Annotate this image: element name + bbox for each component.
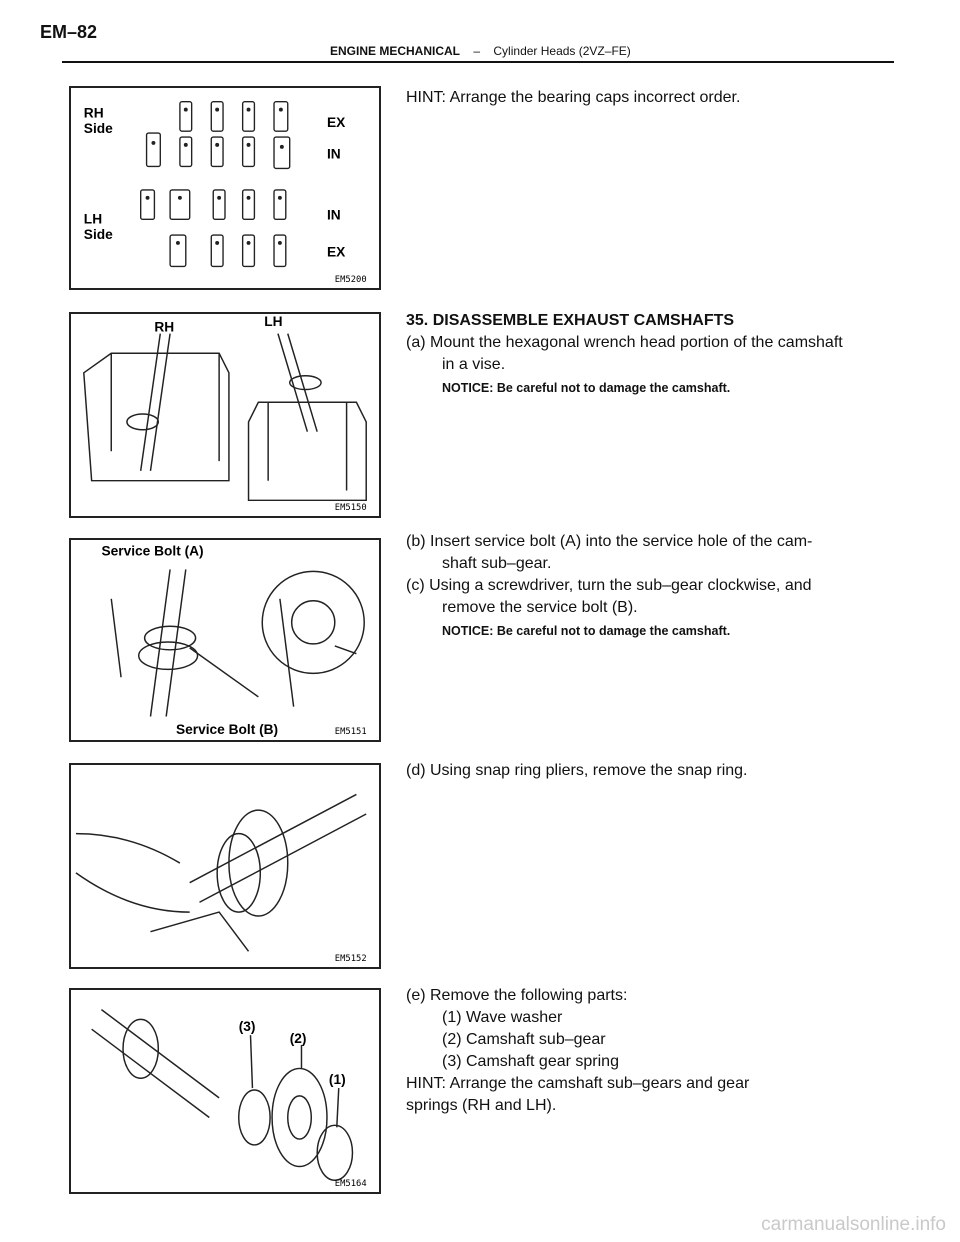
step-b-line1: (b) Insert service bolt (A) into the service hole of the cam- — [406, 533, 813, 550]
step-e-line1: (e) Remove the following parts: — [406, 987, 628, 1004]
snap-ring-illustration — [71, 765, 379, 967]
label-in-bottom: IN — [326, 207, 341, 223]
hint-line1: HINT: Arrange the camshaft sub–gears and gear — [406, 1075, 750, 1092]
label-rh: RH — [154, 319, 175, 335]
running-header — [330, 44, 631, 58]
part-item-3: (3) Camshaft gear spring — [442, 1053, 619, 1070]
label-service-bolt-b: Service Bolt (B) — [175, 722, 279, 738]
step-c-line1: (c) Using a screwdriver, turn the sub–gear clockwise, and — [406, 577, 812, 594]
step-d-line1: (d) Using snap ring pliers, remove the snap ring. — [406, 762, 748, 779]
parts-illustration — [71, 990, 379, 1192]
label-ex-bottom: EX — [326, 244, 346, 260]
figure-bearing-caps — [69, 86, 381, 290]
figure-parts-removed — [69, 988, 381, 1194]
text-block-steps-b-c — [406, 531, 906, 641]
figure-code: EM5152 — [334, 954, 367, 965]
label-part-2: (2) — [289, 1030, 307, 1046]
notice-text: NOTICE: Be careful not to damage the camshaft. — [442, 624, 731, 638]
step-a-line1: (a) Mount the hexagonal wrench head portion of the camshaft — [406, 334, 843, 351]
label-part-1: (1) — [328, 1072, 346, 1088]
service-bolts-illustration — [71, 540, 379, 740]
label-ex-top: EX — [326, 115, 346, 131]
header-separator: – — [473, 44, 481, 58]
label-lh-side: Side — [83, 226, 113, 242]
label-rh: RH — [83, 105, 104, 121]
step-a-line2: in a vise. — [442, 356, 506, 373]
text-block-step-d — [406, 760, 906, 782]
watermark: carmanualsonline.info — [761, 1214, 946, 1235]
page-number: EM–82 — [40, 22, 98, 42]
step-b-line2: shaft sub–gear. — [442, 555, 552, 572]
label-service-bolt-a: Service Bolt (A) — [101, 543, 204, 559]
header-rule — [62, 61, 894, 63]
figure-code: EM5200 — [334, 275, 367, 286]
figure-code: EM5150 — [334, 503, 367, 514]
section-title: ENGINE MECHANICAL — [330, 44, 461, 58]
figure-snap-ring — [69, 763, 381, 969]
part-item-1: (1) Wave washer — [442, 1009, 563, 1026]
text-block-step-35 — [406, 310, 906, 398]
step-title: 35. DISASSEMBLE EXHAUST CAMSHAFTS — [406, 312, 735, 329]
label-in-top: IN — [326, 146, 341, 162]
label-rh-side: Side — [83, 121, 113, 137]
figure-code: EM5151 — [334, 727, 367, 738]
hint-line2: springs (RH and LH). — [406, 1097, 557, 1114]
figure-service-bolts — [69, 538, 381, 742]
label-part-3: (3) — [238, 1019, 256, 1035]
subsection-title: Cylinder Heads (2VZ–FE) — [493, 44, 631, 58]
figure-code: EM5164 — [334, 1179, 367, 1190]
label-lh: LH — [264, 314, 283, 329]
bearing-caps-illustration — [71, 88, 379, 288]
text-block-step-e — [406, 985, 906, 1117]
label-lh: LH — [83, 211, 103, 227]
figure-camshafts-in-vise — [69, 312, 381, 518]
hint-text: HINT: Arrange the bearing caps incorrect order. — [406, 89, 741, 106]
vise-illustration — [71, 314, 379, 516]
part-item-2: (2) Camshaft sub–gear — [442, 1031, 606, 1048]
text-block-hint-bearing-caps — [406, 87, 906, 109]
notice-text: NOTICE: Be careful not to damage the camshaft. — [442, 381, 731, 395]
step-c-line2: remove the service bolt (B). — [442, 599, 638, 616]
